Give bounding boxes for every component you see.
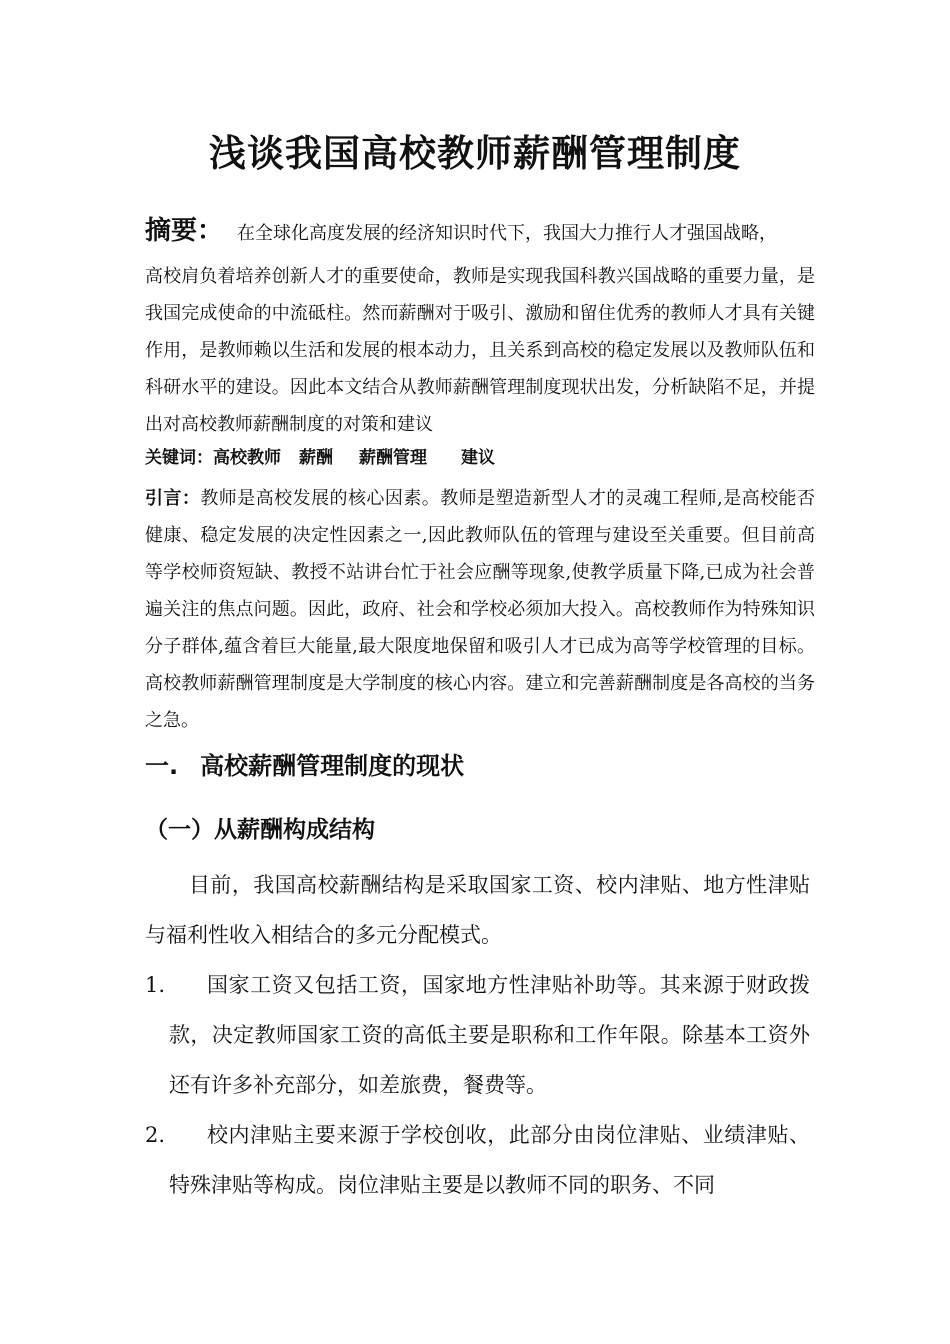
abstract-first-text: 在全球化高度发展的经济知识时代下，我国大力推行人才强国战略，: [237, 223, 778, 244]
abstract-section: [145, 208, 815, 443]
section-number: 一.: [145, 752, 179, 780]
subsection-heading: （一）从薪酬构成结构: [145, 817, 375, 843]
section-heading: [145, 748, 464, 784]
list-item: [145, 960, 810, 1110]
keywords-line: [145, 444, 815, 472]
intro-section: [145, 480, 815, 739]
list-item-text: 国家工资又包括工资，国家地方性津贴补助等。其来源于财政拨款，决定教师国家工资的高低主要是职称和工作年限。除基本工资外还有许多补充部分，如差旅费，餐费等。: [169, 973, 810, 1097]
list-item: [145, 1110, 810, 1210]
keyword-item: 高校教师: [213, 448, 281, 468]
document-title: 浅谈我国高校教师薪酬管理制度: [209, 132, 741, 175]
keyword-item: 建议: [461, 448, 495, 468]
body-paragraph: 目前，我国高校薪酬结构是采取国家工资、校内津贴、地方性津贴与福利性收入相结合的多元分配模式。: [145, 873, 810, 947]
list-item-number: 2.: [145, 1123, 166, 1147]
numbered-list: [145, 960, 810, 1210]
intro-label: 引言：: [145, 488, 201, 509]
keyword-item: 薪酬管理: [359, 448, 427, 468]
list-item-text: 校内津贴主要来源于学校创收，此部分由岗位津贴、业绩津贴、特殊津贴等构成。岗位津贴主要是以教师不同的职务、不同: [169, 1123, 810, 1197]
keywords-label: 关键词：: [145, 448, 213, 468]
list-item-number: 1.: [145, 973, 166, 997]
keyword-item: 薪酬: [299, 448, 333, 468]
abstract-label: 摘要：: [145, 216, 224, 246]
intro-body: 教师是高校发展的核心因素。教师是塑造新型人才的灵魂工程师,是高校能否健康、稳定发展的决定性因素之一,因此教师队伍的管理与建设至关重要。但目前高等学校师资短缺、教授不站讲台忙于社会应酬等现象,使教学质量下降,已成为社会普遍关注的焦点问题。因此，政府、社会和学校必须加大投入。高校教师作为特殊知识分子群体,蕴含着巨大能量,最大限度地保留和吸引人才已成为高等学校管理的目标。高校教师薪酬管理制度是大学制度的核心内容。建立和完善薪酬制度是各高校的当务之急。: [145, 488, 816, 731]
abstract-first-line: [145, 208, 815, 254]
abstract-body: 高校肩负着培养创新人才的重要使命，教师是实现我国科教兴国战略的重要力量，是我国完成使命的中流砥柱。然而薪酬对于吸引、激励和留住优秀的教师人才具有关键作用，是教师赖以生活和发展的根本动力，且关系到高校的稳定发展以及教师队伍和科研水平的建设。因此本文结合从教师薪酬管理制度现状出发，分析缺陷不足，并提出对高校教师薪酬制度的对策和建议: [145, 266, 815, 435]
section-title: 高校薪酬管理制度的现状: [200, 752, 465, 780]
